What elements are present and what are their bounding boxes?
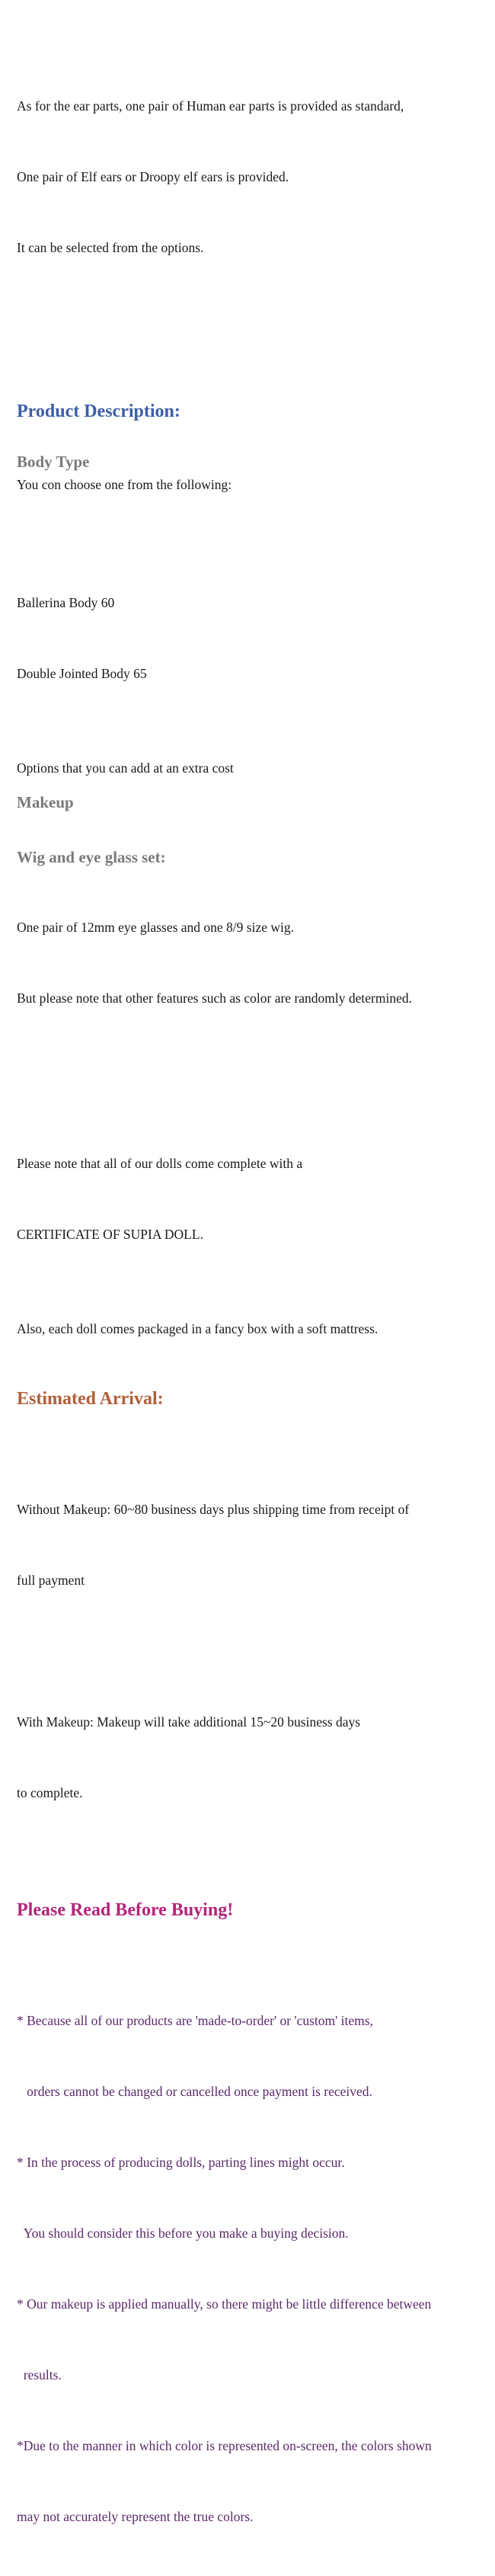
product-details [17, 47, 481, 2576]
packaging-info: Also, each doll comes packaged in a fancy box with a soft mattress. [17, 1321, 378, 1336]
certificate-line-1: Please note that all of our dolls come complete with a [17, 1156, 303, 1171]
wig-set-info [17, 869, 481, 1058]
with-makeup-info [17, 1663, 481, 1852]
purchase-note-line: * Because all of our products are 'made-to-order' or 'custom' items, [17, 2013, 373, 2028]
wig-set-line-1: One pair of 12mm eye glasses and one 8/9 size wig. [17, 920, 295, 935]
purchase-notes [17, 1962, 481, 2576]
makeup-heading: Makeup [17, 793, 74, 811]
body-type-options [17, 544, 481, 733]
purchase-note-line: You should consider this before you make a buying decision. [17, 2226, 349, 2241]
estimated-arrival-heading: Estimated Arrival: [17, 1389, 164, 1409]
body-type-heading: Body Type [17, 453, 90, 471]
body-option-ballerina: Ballerina Body 60 [17, 595, 115, 610]
purchase-note-line: *Due to the manner in which color is represented on-screen, the colors shown [17, 2438, 432, 2453]
please-read-heading: Please Read Before Buying! [17, 1900, 234, 1920]
purchase-note-line: results. [17, 2367, 62, 2382]
with-makeup-line-2: to complete. [17, 1785, 83, 1800]
certificate-line-2: CERTIFICATE OF SUPIA DOLL. [17, 1227, 203, 1242]
ear-parts-line-3: It can be selected from the options. [17, 240, 204, 255]
certificate-info [17, 1105, 481, 1294]
without-makeup-line-2: full payment [17, 1573, 85, 1588]
wig-set-heading: Wig and eye glass set: [17, 848, 166, 866]
ear-parts-line-2: One pair of Elf ears or Droopy elf ears is provided. [17, 169, 289, 184]
extra-cost-note: Options that you can add at an extra cost [17, 760, 234, 776]
body-option-double-jointed: Double Jointed Body 65 [17, 666, 147, 681]
with-makeup-line-1: With Makeup: Makeup will take additional 15~20 business days [17, 1714, 361, 1730]
purchase-note-line: * Our makeup is applied manually, so there might be little difference between [17, 2296, 432, 2312]
without-makeup-info [17, 1451, 481, 1640]
body-type-intro: You con choose one from the following: [17, 477, 232, 492]
ear-parts-info [17, 47, 481, 307]
ear-parts-line-1: As for the ear parts, one pair of Human ear parts is provided as standard, [17, 98, 404, 114]
purchase-note-line: may not accurately represent the true colors. [17, 2509, 254, 2524]
purchase-note-line: * In the process of producing dolls, parting lines might occur. [17, 2155, 345, 2170]
product-description-heading: Product Description: [17, 402, 180, 421]
without-makeup-line-1: Without Makeup: 60~80 business days plus shipping time from receipt of [17, 1502, 410, 1517]
purchase-note-line: orders cannot be changed or cancelled once payment is received. [17, 2084, 372, 2099]
wig-set-line-2: But please note that other features such as color are randomly determined. [17, 990, 412, 1006]
